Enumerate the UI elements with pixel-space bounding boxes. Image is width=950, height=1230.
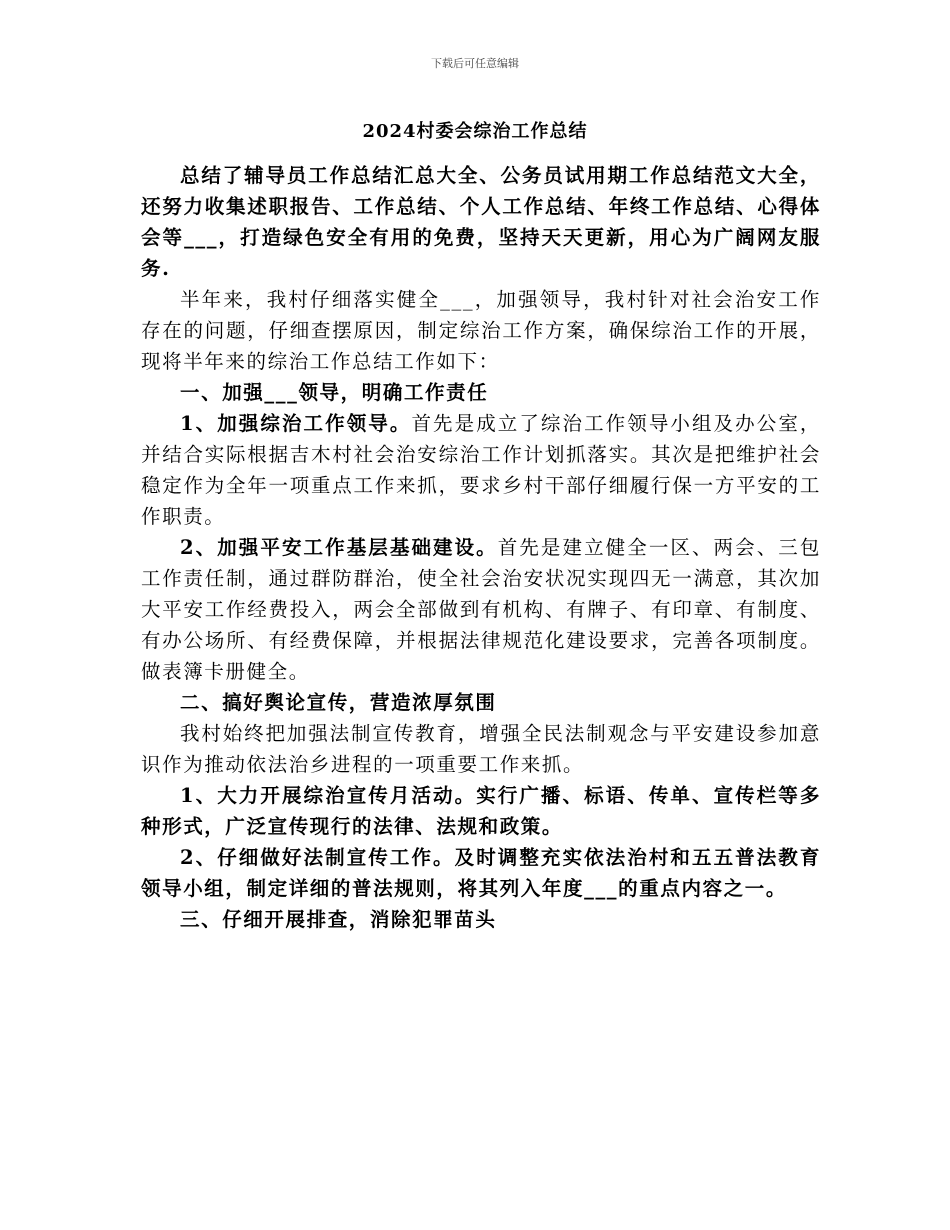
- paragraph-item-2-2: [141, 842, 821, 904]
- heading-text: 二、搞好舆论宣传，营造浓厚氛围: [180, 691, 497, 714]
- paragraph-text: 我村始终把加强法制宣传教育，增强全民法制观念与平安建设参加意识作为推动依法治乡进程的一项重要工作来抓。: [141, 722, 821, 776]
- paragraph-item-1-2: [141, 532, 821, 687]
- header-note: 下载后可任意编辑: [431, 57, 519, 70]
- heading-text: 一、加强___领导，明确工作责任: [180, 381, 489, 404]
- paragraph-text: 首先是建立健全一区、两会、三包工作责任制，通过群防群治，使全社会治安状况实现四无一满意，其次加大平安工作经费投入，两会全部做到有机构、有牌子、有印章、有制度、有办公场所、有经费保障，并根据法律规范化建设要求，完善各项制度。做表簿卡册健全。: [141, 536, 821, 683]
- section-heading-2: [141, 687, 821, 718]
- paragraph-text: 首先是成立了综治工作领导小组及办公室，并结合实际根据吉木村社会治安综治工作计划抓落实。其次是把维护社会稳定作为全年一项重点工作来抓，要求乡村干部仔细履行保一方平安的工作职责。: [141, 412, 821, 528]
- paragraph-overview: [141, 284, 821, 377]
- paragraph-item-2-1: [141, 780, 821, 842]
- paragraph-lead: 1、加强综治工作领导。: [180, 412, 412, 435]
- paragraph-section-2: [141, 718, 821, 780]
- paragraph-lead: 2、加强平安工作基层基础建设。: [180, 536, 498, 559]
- document-title: 2024村委会综治工作总结: [362, 121, 588, 142]
- paragraph-text: 半年来，我村仔细落实健全___，加强领导，我村针对社会治安工作存在的问题，仔细查摆原因，制定综治工作方案，确保综治工作的开展，现将半年来的综治工作总结工作如下：: [141, 288, 821, 373]
- paragraph-text: 1、大力开展综治宣传月活动。实行广播、标语、传单、宣传栏等多种形式，广泛宣传现行的法律、法规和政策。: [141, 784, 821, 838]
- document-body: [141, 160, 821, 935]
- paragraph-text: 2、仔细做好法制宣传工作。及时调整充实依法治村和五五普法教育领导小组，制定详细的普法规则，将其列入年度___的重点内容之一。: [141, 846, 821, 900]
- paragraph-item-1-1: [141, 408, 821, 532]
- paragraph-text: 总结了辅导员工作总结汇总大全、公务员试用期工作总结范文大全，还努力收集述职报告、工作总结、个人工作总结、年终工作总结、心得体会等___，打造绿色安全有用的免费，坚持天天更新，用心为广阔网友服务.: [141, 164, 821, 280]
- section-heading-1: [141, 377, 821, 408]
- paragraph-intro: [141, 160, 821, 284]
- heading-text: 三、仔细开展排查，消除犯罪苗头: [180, 908, 497, 931]
- section-heading-3: [141, 904, 821, 935]
